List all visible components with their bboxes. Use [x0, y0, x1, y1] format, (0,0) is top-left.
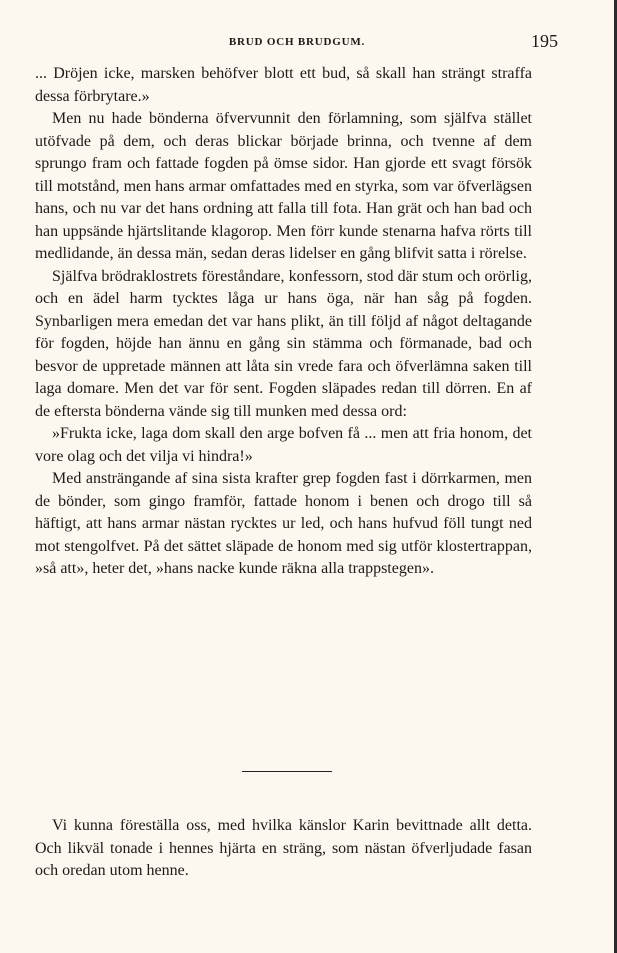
paragraph-2: Men nu hade bönderna öfvervunnit den förlamning, som själfva stället utöfvade på dem, och deras blickar började brinna, och tvenne af dem sprungo fram och fattade fogden på ömse sidor. Han gjorde ett svagt försök till motstånd, men hans armar omfattades med en styrka, som var öfverlägsen hans, och nu var det hans ordning att falla till fota. Han grät och han bad och han uppsände hjärtslitande klagorop. Men förr kunde stenarna hafva rörts till medlidande, än dessa män, sedan deras lidelser en gång blifvit satta i rörelse.: [35, 110, 532, 262]
main-text: [35, 63, 532, 581]
page-number: 195: [531, 31, 558, 51]
paragraph-5: Med ansträngande af sina sista krafter grep fogden fast i dörrkarmen, men de bönder, som gingo framför, fattade honom i benen och drogo till så häftigt, att hans armar nästan rycktes ur led, och hans hufvud föll tungt ned mot stengolfvet. På det sättet släpade de honom med sig utför klostertrappan, »så att», heter det, »hans nacke kunde räkna alla trappstegen».: [35, 470, 532, 577]
paragraph-3: Själfva brödraklostrets föreståndare, konfessorn, stod där stum och orörlig, och en ädel harm tycktes låga ur hans öga, när han såg på fogden. Synbarligen mera emedan det var hans plikt, än till följd af något deltagande för fogden, höjde han ännu en gång sin stämma och förmanade, bad och besvor de uppretade männen att låta sin vrede fara och öfverlämna saken till laga domare. Men det var för sent. Fogden släpades redan till dörren. En af de efterstа bönderna vände sig till munken med dessa ord:: [35, 267, 532, 420]
paragraph-1: ... Dröjen icke, marsken behöfver blott ett bud, så skall han strängt straffa dessa förbrytare.»: [35, 65, 532, 105]
closing-text: [35, 815, 532, 883]
closing-paragraph: Vi kunna föreställa oss, med hvilka känslor Karin bevittnade allt detta. Och likväl tonade i hennes hjärta en sträng, som nästan öfverljudade fasan och oredan utom henne.: [35, 817, 532, 879]
page-header: [36, 31, 558, 53]
running-head: BRUD OCH BRUDGUM.: [228, 36, 366, 48]
section-divider: [242, 771, 332, 772]
paragraph-4: »Frukta icke, laga dom skall den arge bofven få ... men att fria honom, det vore olag och det vilja vi hindra!»: [35, 425, 532, 465]
